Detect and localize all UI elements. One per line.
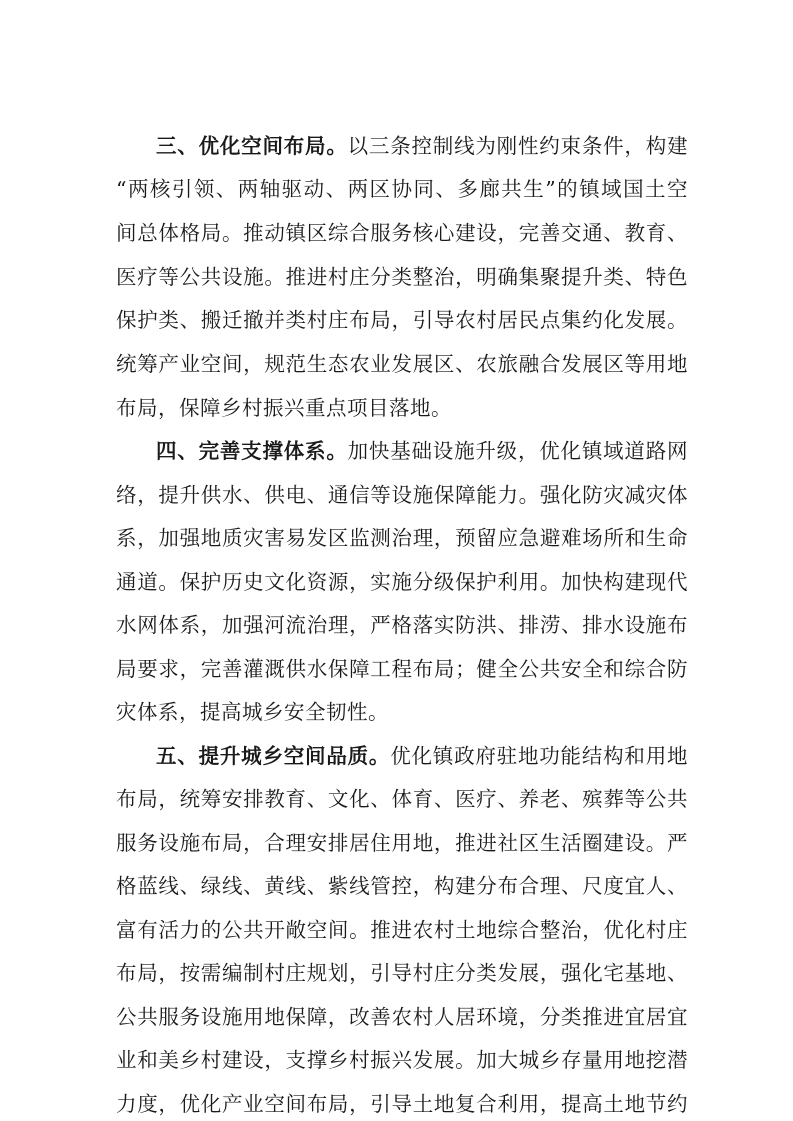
section-3-line: 布局，保障乡村振兴重点项目落地。: [116, 396, 452, 420]
section-5-line: 力度，优化产业空间布局，引导土地复合利用，提高土地节约: [116, 1092, 688, 1116]
section-4-line: 通道。保护历史文化资源，实施分级保护利用。加快构建现代: [116, 570, 688, 594]
section-4-line: 局要求，完善灌溉供水保障工程布局；健全公共安全和综合防: [116, 657, 688, 681]
section-4-first-line: [156, 437, 688, 465]
section-3-line: 间总体格局。推动镇区综合服务核心建设，完善交通、教育、: [116, 221, 688, 245]
section-5-line: 服务设施布局，合理安排居住用地，推进社区生活圈建设。严: [116, 831, 688, 855]
section-4-line: 系，加强地质灾害易发区监测治理，预留应急避难场所和生命: [116, 526, 688, 550]
section-3-line: 保护类、搬迁撤并类村庄布局，引导农村居民点集约化发展。: [116, 308, 688, 332]
section-3-first-line-text: 以三条控制线为刚性约束条件，构建: [347, 134, 688, 158]
section-3-line: “两核引领、两轴驱动、两区协同、多廊共生”的镇域国土空: [116, 177, 688, 201]
section-4-heading: 四、完善支撑体系。: [156, 439, 348, 463]
section-5-line: 业和美乡村建设，支撑乡村振兴发展。加大城乡存量用地挖潜: [116, 1048, 688, 1072]
section-5-line: 公共服务设施用地保障，改善农村人居环境，分类推进宜居宜: [116, 1005, 688, 1029]
section-4-line: 灾体系，提高城乡安全韧性。: [116, 700, 389, 724]
section-3-first-line: [156, 132, 688, 160]
section-3-line: 医疗等公共设施。推进村庄分类整治，明确集聚提升类、特色: [116, 265, 688, 289]
section-4-line: 络，提升供水、供电、通信等设施保障能力。强化防灾减灾体: [116, 483, 688, 507]
section-5-line: 布局，按需编制村庄规划，引导村庄分类发展，强化宅基地、: [116, 961, 688, 985]
section-3-heading: 三、优化空间布局。: [156, 134, 348, 158]
section-4-first-line-text: 加快基础设施升级，优化镇域道路网: [347, 439, 688, 463]
section-5-first-line-text: 优化镇政府驻地功能结构和用地: [390, 744, 689, 768]
section-5-line: 布局，统筹安排教育、文化、体育、医疗、养老、殡葬等公共: [116, 787, 688, 811]
section-5-line: 富有活力的公共开敞空间。推进农村土地综合整治，优化村庄: [116, 918, 688, 942]
section-5-heading: 五、提升城乡空间品质。: [156, 744, 391, 768]
section-5-first-line: [156, 742, 688, 770]
section-4-line: 水网体系，加强河流治理，严格落实防洪、排涝、排水设施布: [116, 613, 688, 637]
section-5-line: 格蓝线、绿线、黄线、紫线管控，构建分布合理、尺度宜人、: [116, 874, 688, 898]
section-3-line: 统筹产业空间，规范生态农业发展区、农旅融合发展区等用地: [116, 352, 688, 376]
